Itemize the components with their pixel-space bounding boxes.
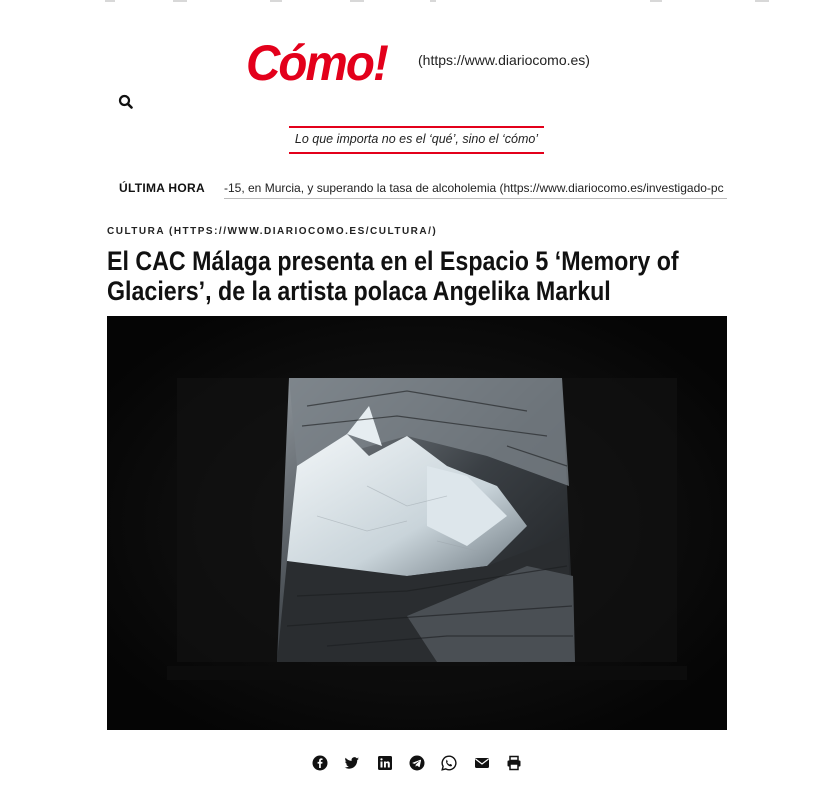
top-strip (0, 0, 816, 6)
twitter-icon[interactable] (344, 755, 360, 771)
linkedin-icon[interactable] (377, 755, 393, 771)
print-icon[interactable] (506, 755, 522, 771)
ticker-text[interactable]: -15, en Murcia, y superando la tasa de alcoholemia (https://www.diariocomo.es/investigado-pc (224, 181, 724, 195)
breaking-news-ticker[interactable] (224, 178, 727, 199)
site-header (246, 35, 606, 91)
breaking-news-label: ÚLTIMA HORA (119, 181, 205, 195)
site-tagline: Lo que importa no es el ‘qué’, sino el ‘cómo’ (289, 126, 544, 154)
telegram-icon[interactable] (409, 755, 425, 771)
article-title: El CAC Málaga presenta en el Espacio 5 ‘Memory of Glaciers’, de la artista polaca Angelika Markul (107, 246, 679, 306)
share-bar (312, 752, 522, 774)
search-icon[interactable] (117, 93, 135, 111)
article-hero-image (107, 316, 727, 730)
site-logo[interactable]: Cómo! (246, 35, 387, 91)
email-icon[interactable] (474, 755, 490, 771)
site-url-link[interactable]: (https://www.diariocomo.es) (418, 52, 590, 68)
facebook-icon[interactable] (312, 755, 328, 771)
whatsapp-icon[interactable] (441, 755, 457, 771)
article-category-link[interactable]: CULTURA (HTTPS://WWW.DIARIOCOMO.ES/CULTURA/) (107, 226, 438, 237)
